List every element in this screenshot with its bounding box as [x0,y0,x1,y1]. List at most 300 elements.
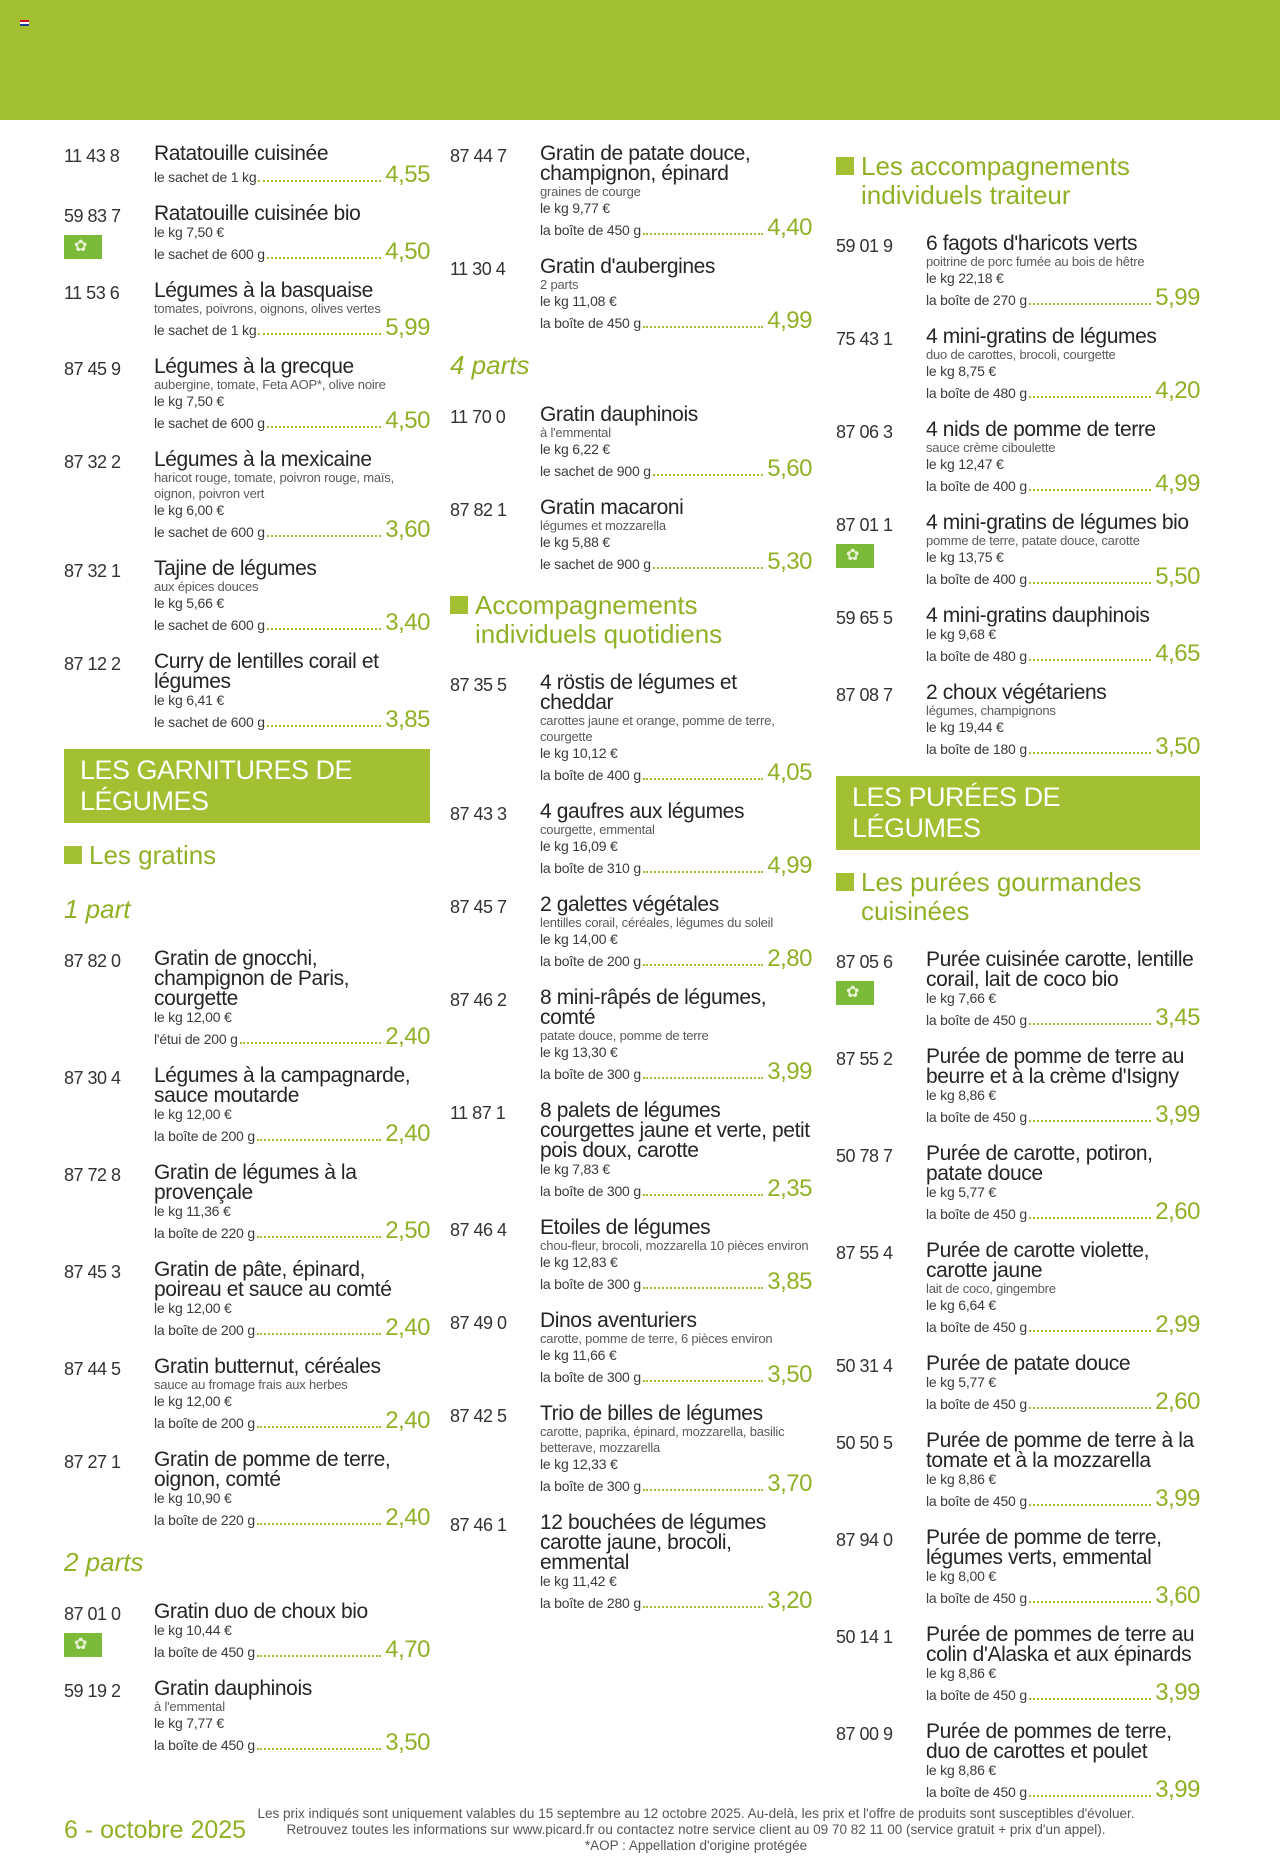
price-per-kg: le kg 5,77 € [926,1184,996,1200]
product-code [450,405,540,480]
price-per-kg: le kg 6,64 € [926,1297,996,1313]
product-info [154,1450,430,1529]
product-price: 2,40 [385,1314,430,1341]
price-line [540,455,812,482]
product-code-text: 87 44 7 [450,146,507,166]
price-per-kg: le kg 11,36 € [154,1203,231,1219]
price-per-kg: le kg 10,44 € [154,1622,232,1638]
product-item [450,405,812,480]
column-1 [64,144,430,1772]
product-item [64,1602,430,1661]
product-item [836,1354,1200,1413]
package-size: la boîte de 450 g [540,315,641,331]
dotted-leader [257,1236,381,1238]
package-size: le sachet de 900 g [540,463,651,479]
price-per-kg: le kg 8,75 € [926,363,996,379]
product-info [540,802,812,877]
product-info [540,1404,812,1495]
product-item [450,802,812,877]
dotted-leader [643,871,763,873]
product-info [154,1163,430,1242]
product-price: 3,50 [385,1729,430,1756]
dotted-leader [267,257,381,259]
product-code-text: 87 55 2 [836,1049,893,1069]
product-info [926,1354,1200,1413]
product-name: Purée de carotte violette, carotte jaune [926,1239,1150,1282]
product-info [926,1144,1200,1223]
price-per-kg: le kg 12,00 € [154,1009,232,1025]
product-description: courgette, emmental [540,822,655,837]
package-size: la boîte de 300 g [540,1369,641,1385]
section-heading [64,841,430,870]
dotted-leader [1029,752,1151,754]
section-title: Les gratins [89,840,217,870]
product-code-text: 59 19 2 [64,1681,121,1701]
package-size: la boîte de 450 g [926,1319,1027,1335]
price-per-kg: le kg 12,00 € [154,1393,232,1409]
price-per-kg: le kg 16,09 € [540,838,618,854]
price-line [154,706,430,733]
price-per-kg: le kg 19,44 € [926,719,1004,735]
product-name: Gratin dauphinois [154,1677,312,1700]
product-name: Légumes à la campagnarde, sauce moutarde [154,1064,411,1107]
product-price: 3,60 [1155,1582,1200,1609]
product-description: carotte, pomme de terre, 6 pièces environ [540,1331,773,1346]
product-code [836,1625,926,1704]
product-code [64,204,154,263]
product-code-text: 87 45 9 [64,359,121,379]
product-code-text: 11 87 1 [450,1103,506,1123]
price-line [154,1504,430,1531]
package-size: le sachet de 600 g [154,246,265,262]
product-price: 4,70 [385,1636,430,1663]
package-size: la boîte de 200 g [154,1322,255,1338]
price-line [540,307,812,334]
square-bullet-icon [64,846,82,864]
product-item [64,1260,430,1339]
product-description: poitrine de porc fumée au bois de hêtre [926,254,1145,269]
product-price: 4,50 [385,407,430,434]
price-per-kg: le kg 6,41 € [154,692,224,708]
product-code [836,1144,926,1223]
package-size: la boîte de 450 g [926,1590,1027,1606]
product-item [836,1241,1200,1336]
price-line [540,1058,812,1085]
product-item [64,1679,430,1754]
price-line [926,1485,1200,1512]
package-size: la boîte de 450 g [926,1687,1027,1703]
price-per-kg: le kg 7,83 € [540,1161,610,1177]
product-code-text: 87 45 7 [450,897,507,917]
price-line [926,377,1200,404]
dotted-leader [1029,582,1151,584]
price-per-kg: le kg 5,66 € [154,595,224,611]
product-price: 3,85 [767,1268,812,1295]
flag-icon [20,20,29,26]
product-description: légumes, champignons [926,703,1056,718]
product-code-text: 11 53 6 [64,283,120,303]
legal-notice [236,1806,1156,1854]
product-item [64,450,430,541]
product-info [926,513,1200,588]
product-info [540,1311,812,1386]
product-item [450,257,812,332]
price-line [154,1023,430,1050]
price-per-kg: le kg 6,22 € [540,441,610,457]
product-code-text: 87 08 7 [836,685,893,705]
product-name: 8 mini-râpés de légumes, comté [540,986,767,1029]
dotted-leader [643,1380,763,1382]
product-name: 12 bouchées de légumes carotte jaune, brocoli, emmental [540,1511,766,1574]
product-price: 4,65 [1155,640,1200,667]
product-price: 2,99 [1155,1311,1200,1338]
package-size: le sachet de 1 kg [154,169,257,185]
section-heading [836,152,1200,210]
product-info [926,1625,1200,1704]
product-item [450,144,812,239]
package-size: la boîte de 300 g [540,1183,641,1199]
product-info [540,895,812,970]
product-code-text: 87 46 4 [450,1220,507,1240]
dotted-leader [643,1077,763,1079]
product-info [926,606,1200,665]
product-price: 3,99 [1155,1679,1200,1706]
dotted-leader [257,1333,381,1335]
product-price: 5,99 [1155,284,1200,311]
product-code [836,950,926,1029]
product-description: tomates, poivrons, oignons, olives vertes [154,301,381,316]
price-line [154,314,430,341]
product-name: Gratin de patate douce, champignon, épinard [540,142,751,185]
package-size: la boîte de 270 g [926,292,1027,308]
product-name: Légumes à la grecque [154,355,354,378]
product-code [64,652,154,731]
product-list [64,949,430,1529]
product-code-text: 87 72 8 [64,1165,121,1185]
dotted-leader [653,474,763,476]
product-item [64,1163,430,1242]
price-line [926,1101,1200,1128]
product-code [450,895,540,970]
package-size: la boîte de 450 g [926,1012,1027,1028]
product-description: pomme de terre, patate douce, carotte [926,533,1140,548]
product-code-text: 87 46 1 [450,1515,507,1535]
product-info [926,683,1200,758]
product-list [450,144,812,332]
price-per-kg: le kg 7,77 € [154,1715,224,1731]
product-description: sauce au fromage frais aux herbes [154,1377,348,1392]
product-item [64,144,430,186]
product-item [450,895,812,970]
product-info [540,1101,812,1200]
portion-heading: 2 parts [64,1547,144,1577]
product-description: aubergine, tomate, Feta AOP*, olive noire [154,377,386,392]
product-code [64,949,154,1048]
dotted-leader [257,1139,381,1141]
product-price: 3,50 [767,1361,812,1388]
product-price: 5,60 [767,455,812,482]
dotted-leader [653,567,763,569]
product-info [154,450,430,541]
product-info [926,327,1200,402]
product-code-text: 87 01 1 [836,515,893,535]
product-price: 4,99 [767,852,812,879]
product-code [450,257,540,332]
product-code [64,1450,154,1529]
dotted-leader [258,180,381,182]
product-name: Purée de patate douce [926,1352,1131,1375]
product-code [450,988,540,1083]
price-per-kg: le kg 12,00 € [154,1300,232,1316]
product-code [836,683,926,758]
product-code [836,234,926,309]
product-price: 3,50 [1155,733,1200,760]
package-size: la boîte de 450 g [926,1396,1027,1412]
package-size: la boîte de 450 g [926,1206,1027,1222]
product-list [64,144,430,731]
dotted-leader [1029,1023,1151,1025]
package-size: la boîte de 300 g [540,1276,641,1292]
product-code [836,606,926,665]
product-name: 2 choux végétariens [926,681,1107,704]
product-description: carottes jaune et orange, pomme de terre, courgette [540,713,775,744]
product-code-text: 59 65 5 [836,608,893,628]
product-name: Purée de pommes de terre, duo de carottes et poulet [926,1720,1172,1763]
product-item [64,1066,430,1145]
dotted-leader [257,1655,381,1657]
product-item [836,234,1200,309]
product-info [154,144,430,186]
product-item [836,683,1200,758]
package-size: la boîte de 450 g [540,222,641,238]
dotted-leader [240,1042,382,1044]
product-info [540,405,812,480]
package-size: la boîte de 400 g [540,767,641,783]
product-code-text: 59 01 9 [836,236,893,256]
package-size: la boîte de 450 g [926,1109,1027,1125]
dotted-leader [257,1523,381,1525]
price-line [540,945,812,972]
price-line [926,1679,1200,1706]
product-code [450,1101,540,1200]
price-line [154,407,430,434]
product-description: sauce crème ciboulette [926,440,1056,455]
product-code-text: 87 06 3 [836,422,893,442]
product-name: Etoiles de légumes [540,1216,711,1239]
product-name: 4 mini-gratins de légumes [926,325,1157,348]
product-name: Purée de pomme de terre à la tomate et à la mozzarella [926,1429,1194,1472]
price-line [926,733,1200,760]
price-per-kg: le kg 8,86 € [926,1762,996,1778]
price-per-kg: le kg 12,47 € [926,456,1004,472]
product-name: Tajine de légumes [154,557,317,580]
product-item [64,949,430,1048]
organic-label-icon [836,544,874,568]
dotted-leader [1029,1504,1151,1506]
dotted-leader [1029,1120,1151,1122]
product-name: Gratin de pomme de terre, oignon, comté [154,1448,391,1491]
price-per-kg: le kg 9,68 € [926,626,996,642]
price-line [154,1217,430,1244]
dotted-leader [1029,489,1151,491]
package-size: la boîte de 200 g [154,1415,255,1431]
price-line [540,759,812,786]
dotted-leader [1029,659,1151,661]
product-code-text: 50 50 5 [836,1433,893,1453]
product-item [450,498,812,573]
product-item [64,357,430,432]
product-info [926,234,1200,309]
category-banner: LES GARNITURES DE LÉGUMES [64,749,430,823]
package-size: la boîte de 450 g [926,1493,1027,1509]
product-info [926,1047,1200,1126]
product-price: 4,40 [767,214,812,241]
price-line [540,214,812,241]
product-item [836,513,1200,588]
dotted-leader [267,426,381,428]
product-code-text: 87 45 3 [64,1262,121,1282]
column-3 [836,144,1200,1819]
product-info [154,204,430,263]
product-code-text: 87 44 5 [64,1359,121,1379]
product-list [836,950,1200,1801]
product-code [64,559,154,634]
dotted-leader [643,778,763,780]
package-size: la boîte de 450 g [926,1784,1027,1800]
product-code-text: 87 05 6 [836,952,893,972]
product-price: 2,40 [385,1407,430,1434]
product-code-text: 50 31 4 [836,1356,893,1376]
price-line [926,563,1200,590]
product-price: 3,20 [767,1587,812,1614]
dotted-leader [267,628,381,630]
product-code-text: 87 30 4 [64,1068,121,1088]
price-line [540,1175,812,1202]
product-info [926,1241,1200,1336]
price-per-kg: le kg 12,83 € [540,1254,618,1270]
product-code [836,420,926,495]
price-per-kg: le kg 12,33 € [540,1456,618,1472]
product-item [836,606,1200,665]
product-info [154,1260,430,1339]
dotted-leader [643,964,763,966]
product-name: Purée de carotte, potiron, patate douce [926,1142,1153,1185]
product-code-text: 87 43 3 [450,804,507,824]
product-code [64,450,154,541]
product-item [450,1404,812,1495]
product-name: 4 röstis de légumes et cheddar [540,671,737,714]
price-per-kg: le kg 11,66 € [540,1347,617,1363]
dotted-leader [1029,1795,1151,1797]
product-name: Curry de lentilles corail et légumes [154,650,379,693]
category-banner: LES PURÉES DE LÉGUMES [836,776,1200,850]
product-code [450,1311,540,1386]
product-code [450,144,540,239]
package-size: le sachet de 600 g [154,617,265,633]
product-info [154,1357,430,1432]
product-code-text: 50 78 7 [836,1146,893,1166]
price-line [926,1311,1200,1338]
price-per-kg: le kg 6,00 € [154,502,224,518]
product-code-text: 87 32 2 [64,452,121,472]
package-size: la boîte de 300 g [540,1066,641,1082]
product-price: 4,05 [767,759,812,786]
product-item [450,1311,812,1386]
dotted-leader [257,1426,381,1428]
legal-line: *AOP : Appellation d'origine protégée [584,1838,808,1853]
section-title: Les purées gourmandes cuisinées [861,867,1142,926]
package-size: la boîte de 300 g [540,1478,641,1494]
product-code [64,1679,154,1754]
product-price: 2,60 [1155,1388,1200,1415]
package-size: le sachet de 600 g [154,714,265,730]
product-code [836,1722,926,1801]
product-code [450,1218,540,1293]
product-code [450,1404,540,1495]
product-code [64,1357,154,1432]
product-code [836,1431,926,1510]
product-name: Légumes à la basquaise [154,279,373,302]
price-line [154,1636,430,1663]
product-item [450,988,812,1083]
square-bullet-icon [836,157,854,175]
price-line [926,1582,1200,1609]
product-info [926,1722,1200,1801]
price-per-kg: le kg 8,86 € [926,1665,996,1681]
price-per-kg: le kg 11,42 € [540,1573,617,1589]
package-size: le sachet de 900 g [540,556,651,572]
product-code-text: 87 94 0 [836,1530,893,1550]
product-info [540,673,812,784]
product-description: duo de carottes, brocoli, courgette [926,347,1116,362]
product-item [64,652,430,731]
price-line [926,640,1200,667]
product-item [836,1528,1200,1607]
product-code-text: 87 32 1 [64,561,121,581]
product-code-text: 11 43 8 [64,146,120,166]
product-price: 4,99 [767,307,812,334]
price-line [540,1361,812,1388]
product-info [154,357,430,432]
product-info [154,1066,430,1145]
product-item [836,420,1200,495]
price-per-kg: le kg 8,00 € [926,1568,996,1584]
product-name: Purée de pomme de terre au beurre et à la crème d'Isigny [926,1045,1185,1088]
product-list [450,673,812,1612]
price-line [926,284,1200,311]
product-item [836,950,1200,1029]
product-item [450,1101,812,1200]
dotted-leader [1029,303,1151,305]
product-info [154,559,430,634]
product-name: 8 palets de légumes courgettes jaune et verte, petit pois doux, carotte [540,1099,810,1162]
price-per-kg: le kg 5,77 € [926,1374,996,1390]
dotted-leader [1029,1698,1151,1700]
product-price: 4,50 [385,238,430,265]
product-item [836,1047,1200,1126]
column-2 [450,144,812,1630]
product-list [64,1602,430,1754]
price-line [926,1776,1200,1803]
package-size: le sachet de 600 g [154,524,265,540]
product-name: Gratin macaroni [540,496,684,519]
price-line [926,1198,1200,1225]
portion-heading: 4 parts [450,350,530,380]
package-size: la boîte de 200 g [540,953,641,969]
package-size: la boîte de 280 g [540,1595,641,1611]
product-price: 2,40 [385,1120,430,1147]
product-code-text: 87 01 0 [64,1604,121,1624]
